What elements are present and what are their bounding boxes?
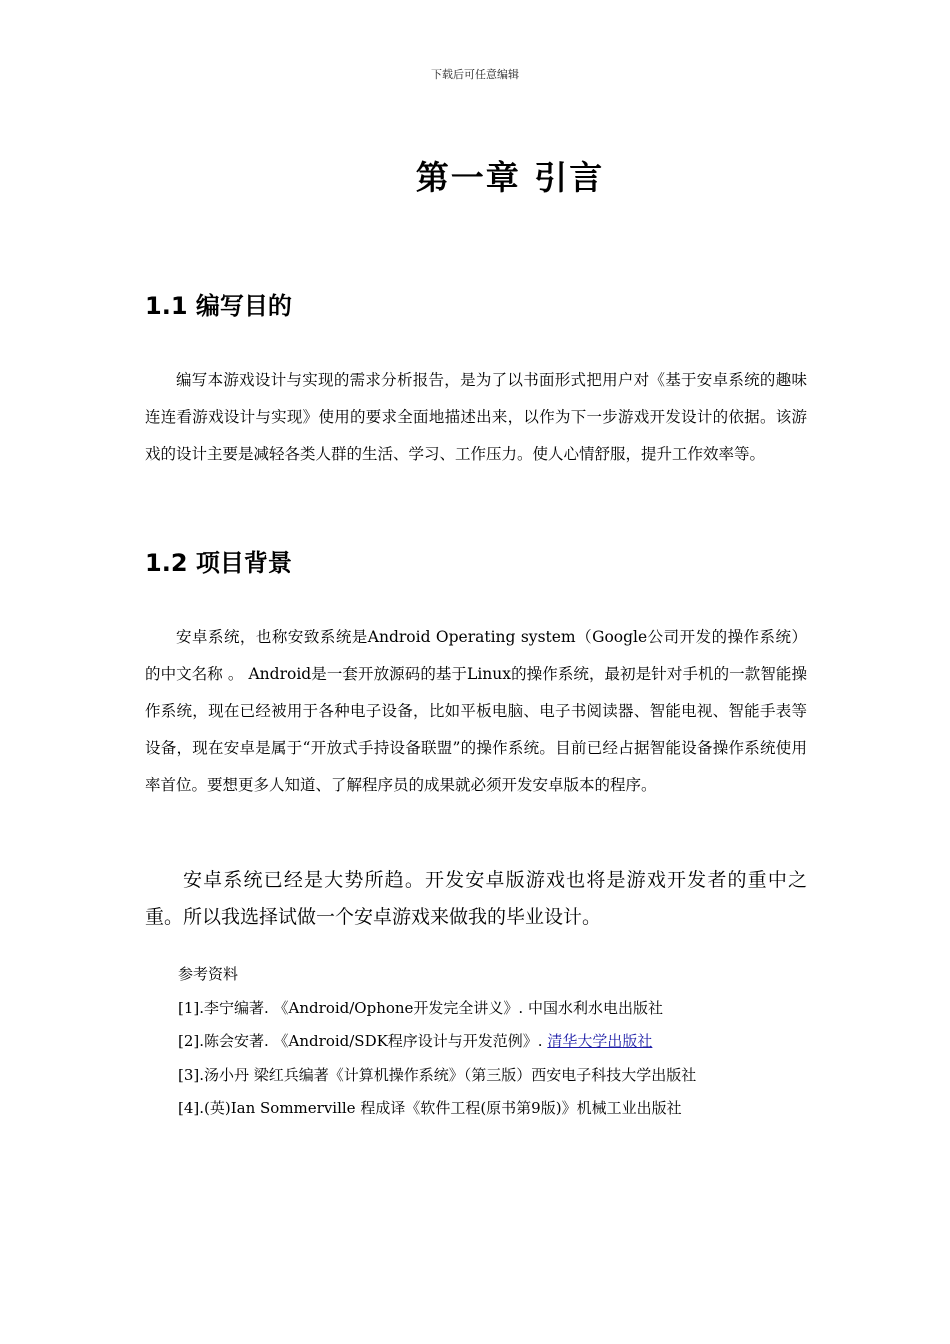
page-header: 下载后可任意编辑	[431, 68, 519, 81]
reference-item-text: [2].陈会安著. 《Android/SDK程序设计与开发范例》.	[178, 1032, 548, 1050]
reference-item: [3].汤小丹 梁红兵编著《计算机操作系统》（第三版）西安电子科技大学出版社	[178, 1065, 697, 1084]
reference-item: [1].李宁编著. 《Android/Ophone开发完全讲义》. 中国水利水电出版社	[178, 998, 663, 1017]
references-heading: 参考资料	[178, 965, 239, 983]
section-title-background: 1.2 项目背景	[145, 549, 292, 577]
section-title-purpose: 1.1 编写目的	[145, 292, 292, 320]
background-paragraph: 安卓系统，也称安致系统是Android Operating system（Google公司开发的操作系统）的中文名称 。 Android是一套开放源码的基于Linux的操作系统，最初是针对手机的一款智能操作系统，现在已经被用于各种电子设备，比如平板电脑、电子书阅读器、智能电视、智能手表等设备，现在安卓是属于“开放式手持设备联盟”的操作系统。目前已经占据智能设备操作系统使用率首位。要想更多人知道、了解程序员的成果就必须开发安卓版本的程序。	[145, 628, 807, 794]
chapter-title: 第一章 引言	[415, 158, 605, 197]
references-section	[178, 958, 818, 1126]
reference-item: [4].(英)Ian Sommerville 程成译《软件工程(原书第9版)》机械工业出版社	[178, 1099, 682, 1117]
reference-item	[178, 1025, 818, 1059]
publisher-link[interactable]: 清华大学出版社	[547, 1032, 653, 1050]
background-conclusion-paragraph: 安卓系统已经是大势所趋。开发安卓版游戏也将是游戏开发者的重中之重。所以我选择试做一个安卓游戏来做我的毕业设计。	[145, 869, 807, 928]
purpose-paragraph: 编写本游戏设计与实现的需求分析报告，是为了以书面形式把用户对《基于安卓系统的趣味连连看游戏设计与实现》使用的要求全面地描述出来，以作为下一步游戏开发设计的依据。该游戏的设计主要是减轻各类人群的生活、学习、工作压力。使人心情舒服，提升工作效率等。	[145, 371, 807, 463]
